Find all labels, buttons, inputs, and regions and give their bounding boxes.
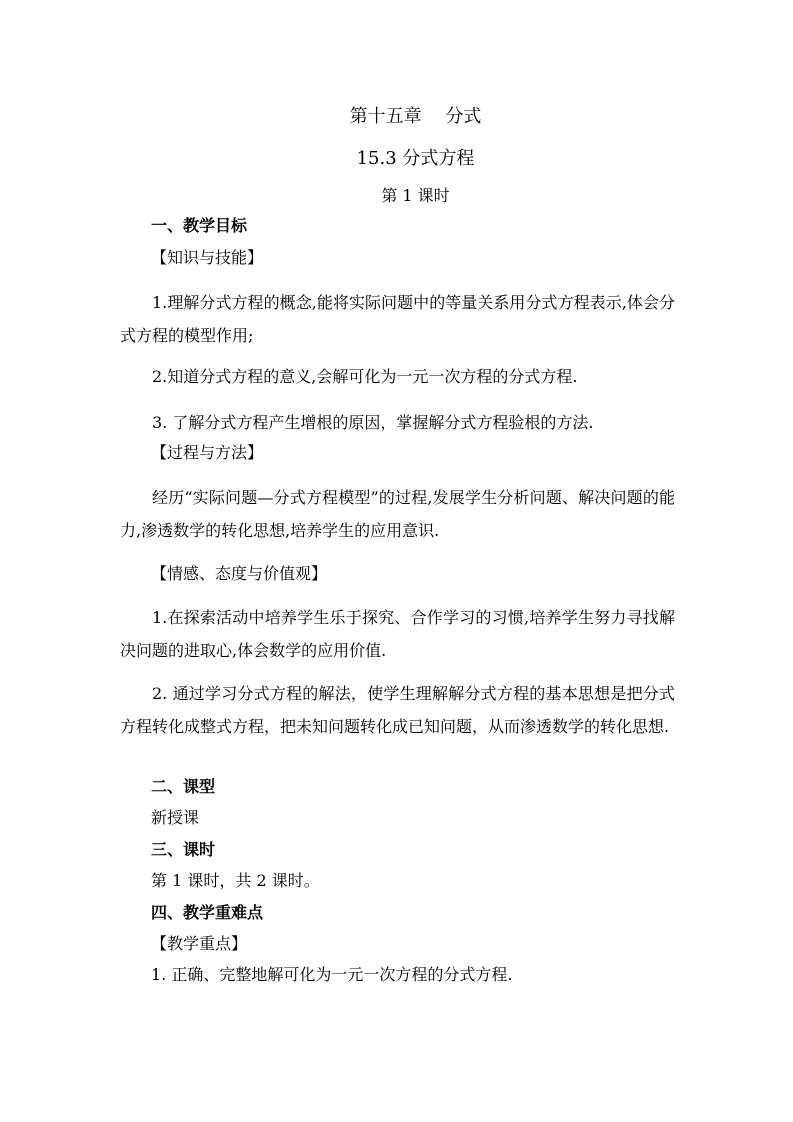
knowledge-item-3: 3. 了解分式方程产生增根的原因，掌握解分式方程验根的方法. bbox=[152, 413, 594, 432]
chapter-title: 第十五章 分式 bbox=[349, 106, 482, 127]
key-point-item-1: 1. 正确、完整地解可化为一元一次方程的分式方程. bbox=[151, 965, 513, 984]
lesson-type-text: 新授课 bbox=[151, 808, 200, 827]
label-process-methods: 【过程与方法】 bbox=[151, 443, 264, 462]
process-text: 经历“实际问题—分式方程模型”的过程,发展学生分析问题、解决问题的能力,渗透数学的转化思想,培养学生的应用意识. bbox=[120, 488, 675, 540]
heading-key-points: 四、教学重难点 bbox=[151, 903, 264, 922]
label-emotion-values: 【情感、态度与价值观】 bbox=[151, 564, 328, 583]
heading-objectives: 一、教学目标 bbox=[151, 216, 248, 235]
heading-lesson-type: 二、课型 bbox=[151, 777, 216, 796]
section-title: 15.3 分式方程 bbox=[356, 148, 475, 169]
emotion-item-1: 1.在探索活动中培养学生乐于探究、合作学习的习惯,培养学生努力寻找解决问题的进取心,体会数学的应用价值. bbox=[120, 608, 675, 660]
emotion-item-2: 2. 通过学习分式方程的解法，使学生理解解分式方程的基本思想是把分式方程转化成整式方程，把未知问题转化成已知问题，从而渗透数学的转化思想. bbox=[120, 684, 675, 736]
knowledge-item-1: 1.理解分式方程的概念,能将实际问题中的等量关系用分式方程表示,体会分式方程的模型作用; bbox=[120, 293, 675, 345]
class-hours-text: 第 1 课时，共 2 课时。 bbox=[151, 871, 320, 890]
heading-class-hours: 三、课时 bbox=[151, 840, 216, 859]
lesson-number: 第 1 课时 bbox=[381, 186, 450, 205]
label-knowledge-skills: 【知识与技能】 bbox=[151, 248, 264, 267]
knowledge-item-2: 2.知道分式方程的意义,会解可化为一元一次方程的分式方程. bbox=[152, 367, 578, 386]
label-teaching-focus: 【教学重点】 bbox=[151, 934, 248, 953]
